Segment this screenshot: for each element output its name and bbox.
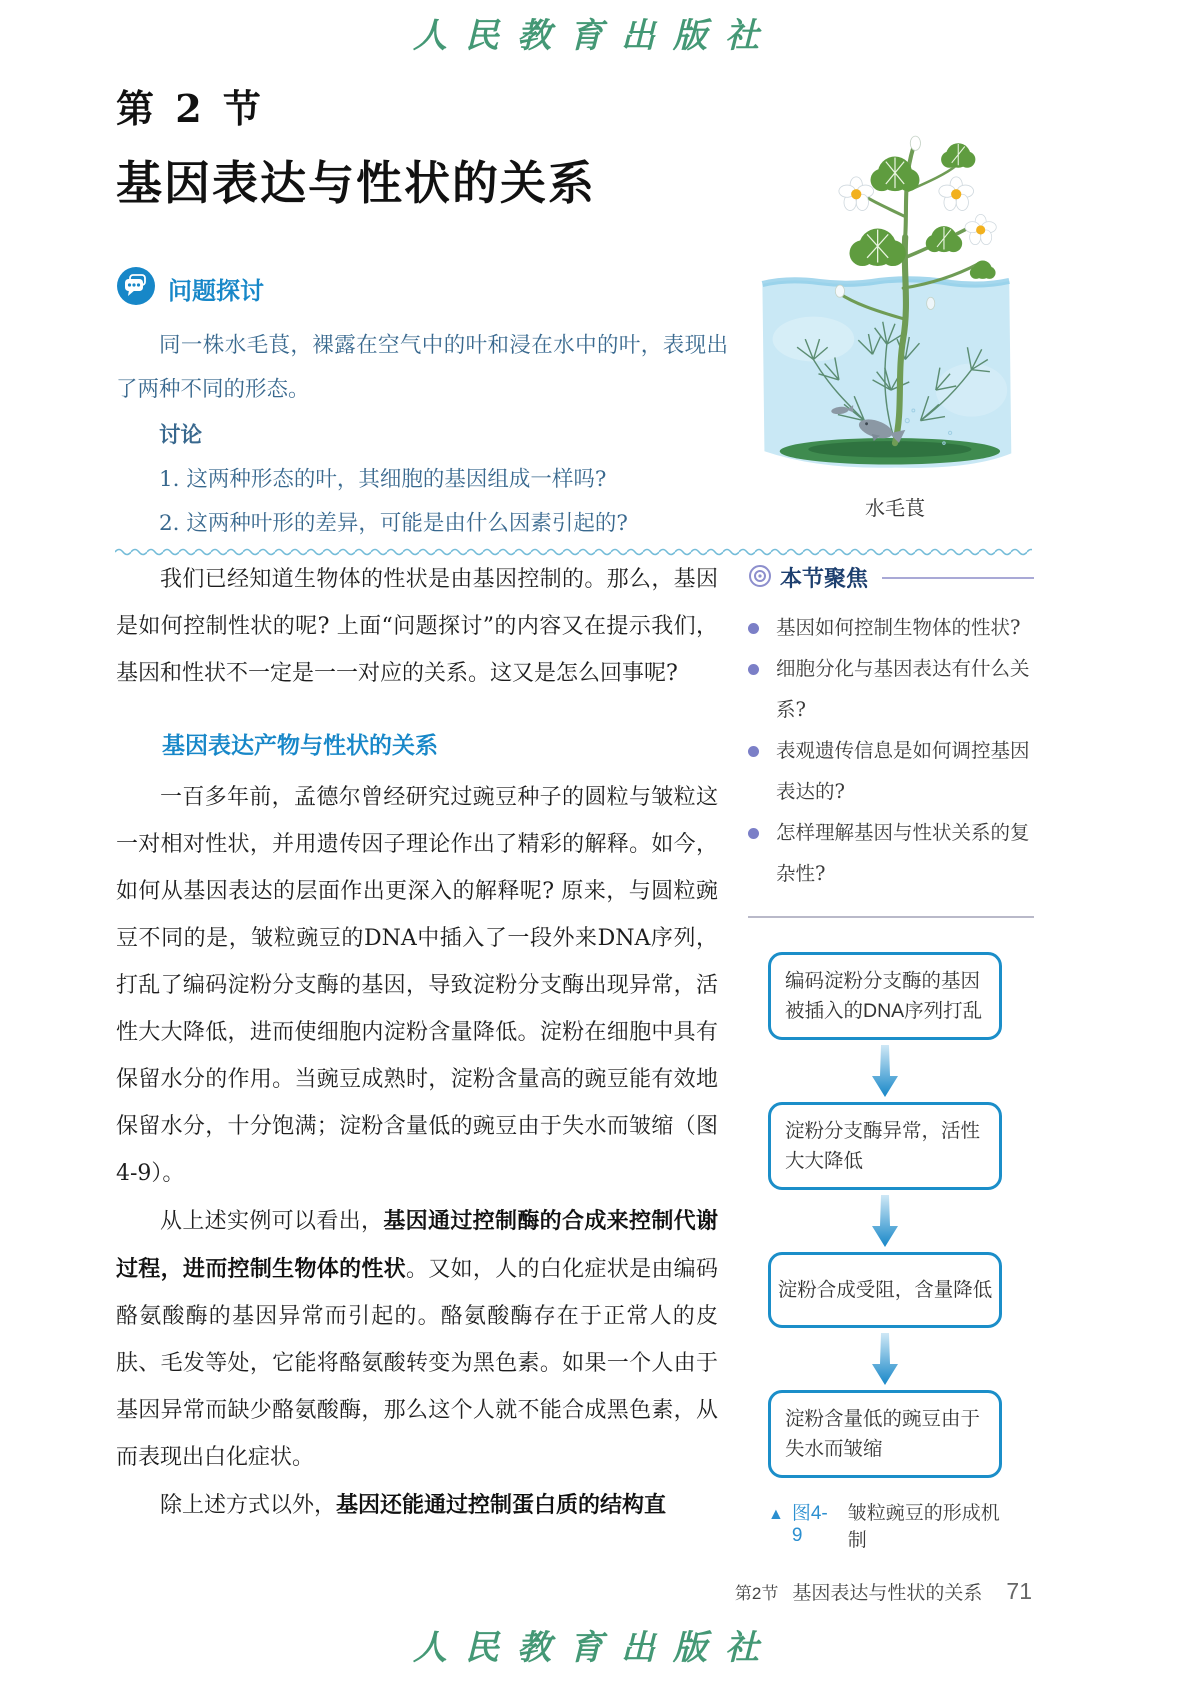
down-arrow-icon: [768, 1040, 1002, 1102]
problem-discussion-section: [116, 266, 728, 546]
focus-item-text: 基因如何控制生物体的性状?: [776, 616, 1021, 639]
p3-key-statement: 基因通过控制酶的合成来控制代谢过程，进而控制生物体的性状: [116, 1208, 718, 1281]
section-number: 第 2 节: [116, 86, 265, 131]
speech-bubble-icon: [116, 266, 156, 310]
problem-discussion-label: 问题探讨: [168, 277, 264, 305]
bullet-icon: [748, 648, 776, 730]
discussion-question-1: 1. 这两种形态的叶，其细胞的基因组成一样吗?: [159, 467, 607, 492]
body-paragraph-3: [116, 1197, 718, 1481]
footer-section-number: 第2节: [734, 1584, 779, 1603]
plant-figure-caption: 水毛茛: [865, 498, 925, 520]
target-icon: [748, 564, 772, 592]
discussion-label: 讨论: [159, 423, 203, 448]
focus-question-list: [748, 607, 1034, 894]
focus-item: [748, 812, 1034, 894]
footer-chapter-title: 基因表达与性状的关系: [792, 1583, 983, 1604]
chapter-title-block: [116, 78, 596, 213]
focus-item-text: 细胞分化与基因表达有什么关系?: [776, 657, 1030, 721]
body-paragraph-1: 我们已经知道生物体的性状是由基因控制的。那么，基因是如何控制性状的呢? 上面“问题探讨”的内容又在提示我们，基因和性状不一定是一一对应的关系。这又是怎么回事呢?: [116, 567, 718, 686]
page-title: 基因表达与性状的关系: [116, 156, 596, 210]
section-focus-label: 本节聚焦: [780, 566, 869, 591]
section-subheading: 基因表达产物与性状的关系: [162, 732, 438, 758]
focus-item: [748, 607, 1034, 648]
water-buttercup-figure: [742, 84, 1048, 521]
bullet-icon: [748, 812, 776, 894]
body-paragraph-4: [116, 1481, 718, 1529]
main-text-column: [116, 556, 718, 1529]
focus-bottom-rule: [748, 916, 1034, 918]
publisher-logo-bottom: 人民教育出版社: [413, 1628, 777, 1668]
p3-rest: 。又如，人的白化症状是由编码酪氨酸酶的基因异常而引起的。酪氨酸酶存在于正常人的皮肤、毛发等处，它能将酪氨酸转变为黑色素。如果一个人由于基因异常而缺少酪氨酸酶，那么这个人就不能合成黑色素，从而表现出白化症状。: [116, 1257, 718, 1470]
water-buttercup-illustration: [742, 84, 1048, 484]
figure-4-9-caption: [768, 1498, 1002, 1552]
flow-box-3: 淀粉合成受阻，含量降低: [768, 1252, 1002, 1328]
focus-header-rule: [882, 577, 1034, 579]
p4-key-statement: 基因还能通过控制蛋白质的结构直: [336, 1492, 667, 1517]
down-arrow-icon: [768, 1190, 1002, 1252]
p3-lead: 从上述实例可以看出，: [160, 1209, 384, 1234]
p4-lead: 除上述方式以外，: [160, 1493, 337, 1518]
flow-box-1: 编码淀粉分支酶的基因被插入的DNA序列打乱: [768, 952, 1002, 1040]
focus-item: [748, 730, 1034, 812]
figure-caption-text: 皱粒豌豆的形成机制: [847, 1503, 1000, 1551]
problem-intro-text: 同一株水毛茛，裸露在空气中的叶和浸在水中的叶，表现出了两种不同的形态。: [116, 333, 728, 402]
flow-box-4: 淀粉含量低的豌豆由于失水而皱缩: [768, 1390, 1002, 1478]
focus-item: [748, 648, 1034, 730]
discussion-question-2: 2. 这两种叶形的差异，可能是由什么因素引起的?: [159, 511, 628, 536]
publisher-logo-top: 人民教育出版社: [413, 16, 777, 56]
focus-item-text: 表观遗传信息是如何调控基因表达的?: [776, 739, 1030, 803]
page-number: 71: [1006, 1578, 1032, 1604]
body-paragraph-2: 一百多年前，孟德尔曾经研究过豌豆种子的圆粒与皱粒这一对相对性状，并用遗传因子理论作出了精彩的解释。如今，如何从基因表达的层面作出更深入的解释呢? 原来，与圆粒豌豆不同的是，皱粒豌豆的DNA中插入了一段外来DNA序列，打乱了编码淀粉分支酶的基因，导致淀粉分支酶出现异常，活性大大降低，进而使细胞内淀粉含量降低。淀粉在细胞中具有保留水分的作用。当豌豆成熟时，淀粉含量高的豌豆能有效地保留水分，十分饱满；淀粉含量低的豌豆由于失水而皱缩（图4-9）。: [116, 785, 718, 1186]
section-focus-panel: [748, 562, 1034, 918]
triangle-marker-icon: ▲: [768, 1506, 784, 1523]
bullet-icon: [748, 730, 776, 812]
bullet-icon: [748, 607, 776, 648]
figure-number: 图4-9: [791, 1503, 828, 1546]
page-footer: [735, 1578, 1032, 1605]
pea-wrinkle-flowchart: [768, 952, 1002, 1552]
focus-item-text: 怎样理解基因与性状关系的复杂性?: [776, 821, 1030, 885]
wavy-divider: [115, 543, 1032, 555]
down-arrow-icon: [768, 1328, 1002, 1390]
flow-box-2: 淀粉分支酶异常，活性大大降低: [768, 1102, 1002, 1190]
